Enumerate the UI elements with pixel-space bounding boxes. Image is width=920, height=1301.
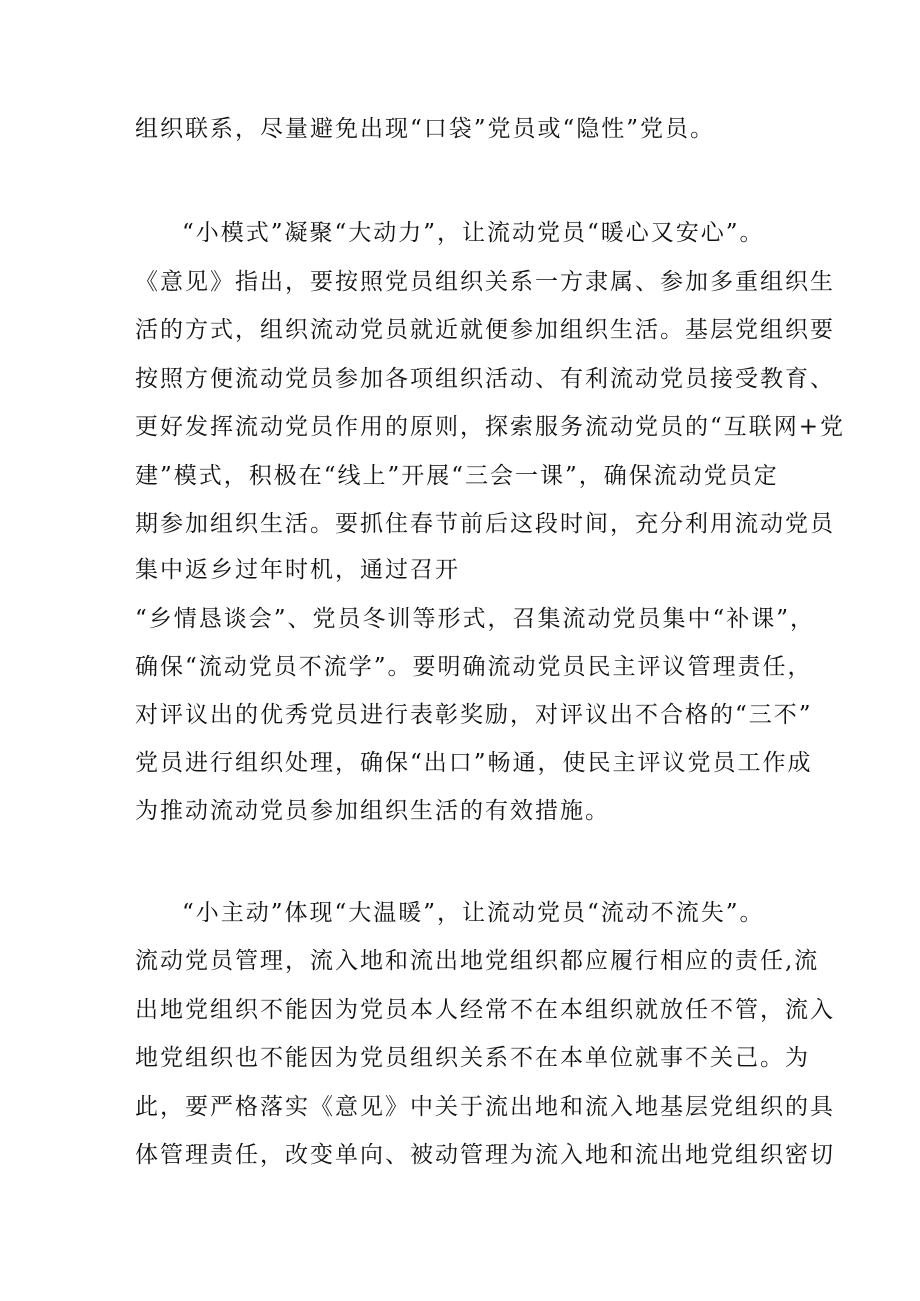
text-line: 此，要严格落实《意见》中关于流出地和流入地基层党组织的具 bbox=[135, 1094, 835, 1120]
text-line: 组织联系，尽量避免出现“口袋”党员或“隐性”党员。 bbox=[135, 116, 716, 142]
paragraph-heading-line: “小主动”体现“大温暖”，让流动党员“流动不流失”。 bbox=[182, 900, 765, 926]
text-line: 党员进行组织处理，确保“出口”畅通，使民主评议党员工作成 bbox=[135, 750, 813, 776]
text-line: 体管理责任，改变单向、被动管理为流入地和流出地党组织密切 bbox=[135, 1142, 835, 1168]
text-line: 集中返乡过年时机，通过召开 bbox=[135, 557, 460, 583]
text-line: 流动党员管理，流入地和流出地党组织都应履行相应的责任,流 bbox=[135, 948, 820, 974]
text-line: 确保“流动党员不流学”。要明确流动党员民主评议管理责任， bbox=[135, 654, 813, 680]
text-line: 为推动流动党员参加组织生活的有效措施。 bbox=[135, 798, 610, 824]
text-line: 地党组织也不能因为党员组织关系不在本单位就事不关己。为 bbox=[135, 1045, 810, 1071]
paragraph-heading-line: “小模式”凝聚“大动力”，让流动党员“暖心又安心”。 bbox=[182, 220, 765, 246]
text-line: 按照方便流动党员参加各项组织活动、有利流动党员接受教育、 bbox=[135, 366, 835, 392]
text-line: 期参加组织生活。要抓住春节前后这段时间，充分利用流动党员 bbox=[135, 511, 835, 537]
text-line: “乡情恳谈会”、党员冬训等形式，召集流动党员集中“补课”， bbox=[135, 606, 816, 632]
text-line: 出地党组织不能因为党员本人经常不在本组织就放任不管，流入 bbox=[135, 997, 835, 1023]
text-line: 建”模式，积极在“线上”开展“三会一课”，确保流动党员定 bbox=[135, 463, 779, 489]
text-line: 活的方式，组织流动党员就近就便参加组织生活。基层党组织要 bbox=[135, 317, 835, 343]
text-line: 《意见》指出，要按照党员组织关系一方隶属、参加多重组织生 bbox=[135, 269, 835, 295]
text-line: 对评议出的优秀党员进行表彰奖励，对评议出不合格的“三不” bbox=[135, 702, 813, 728]
text-line: 更好发挥流动党员作用的原则，探索服务流动党员的“互联网+党 bbox=[135, 414, 846, 440]
